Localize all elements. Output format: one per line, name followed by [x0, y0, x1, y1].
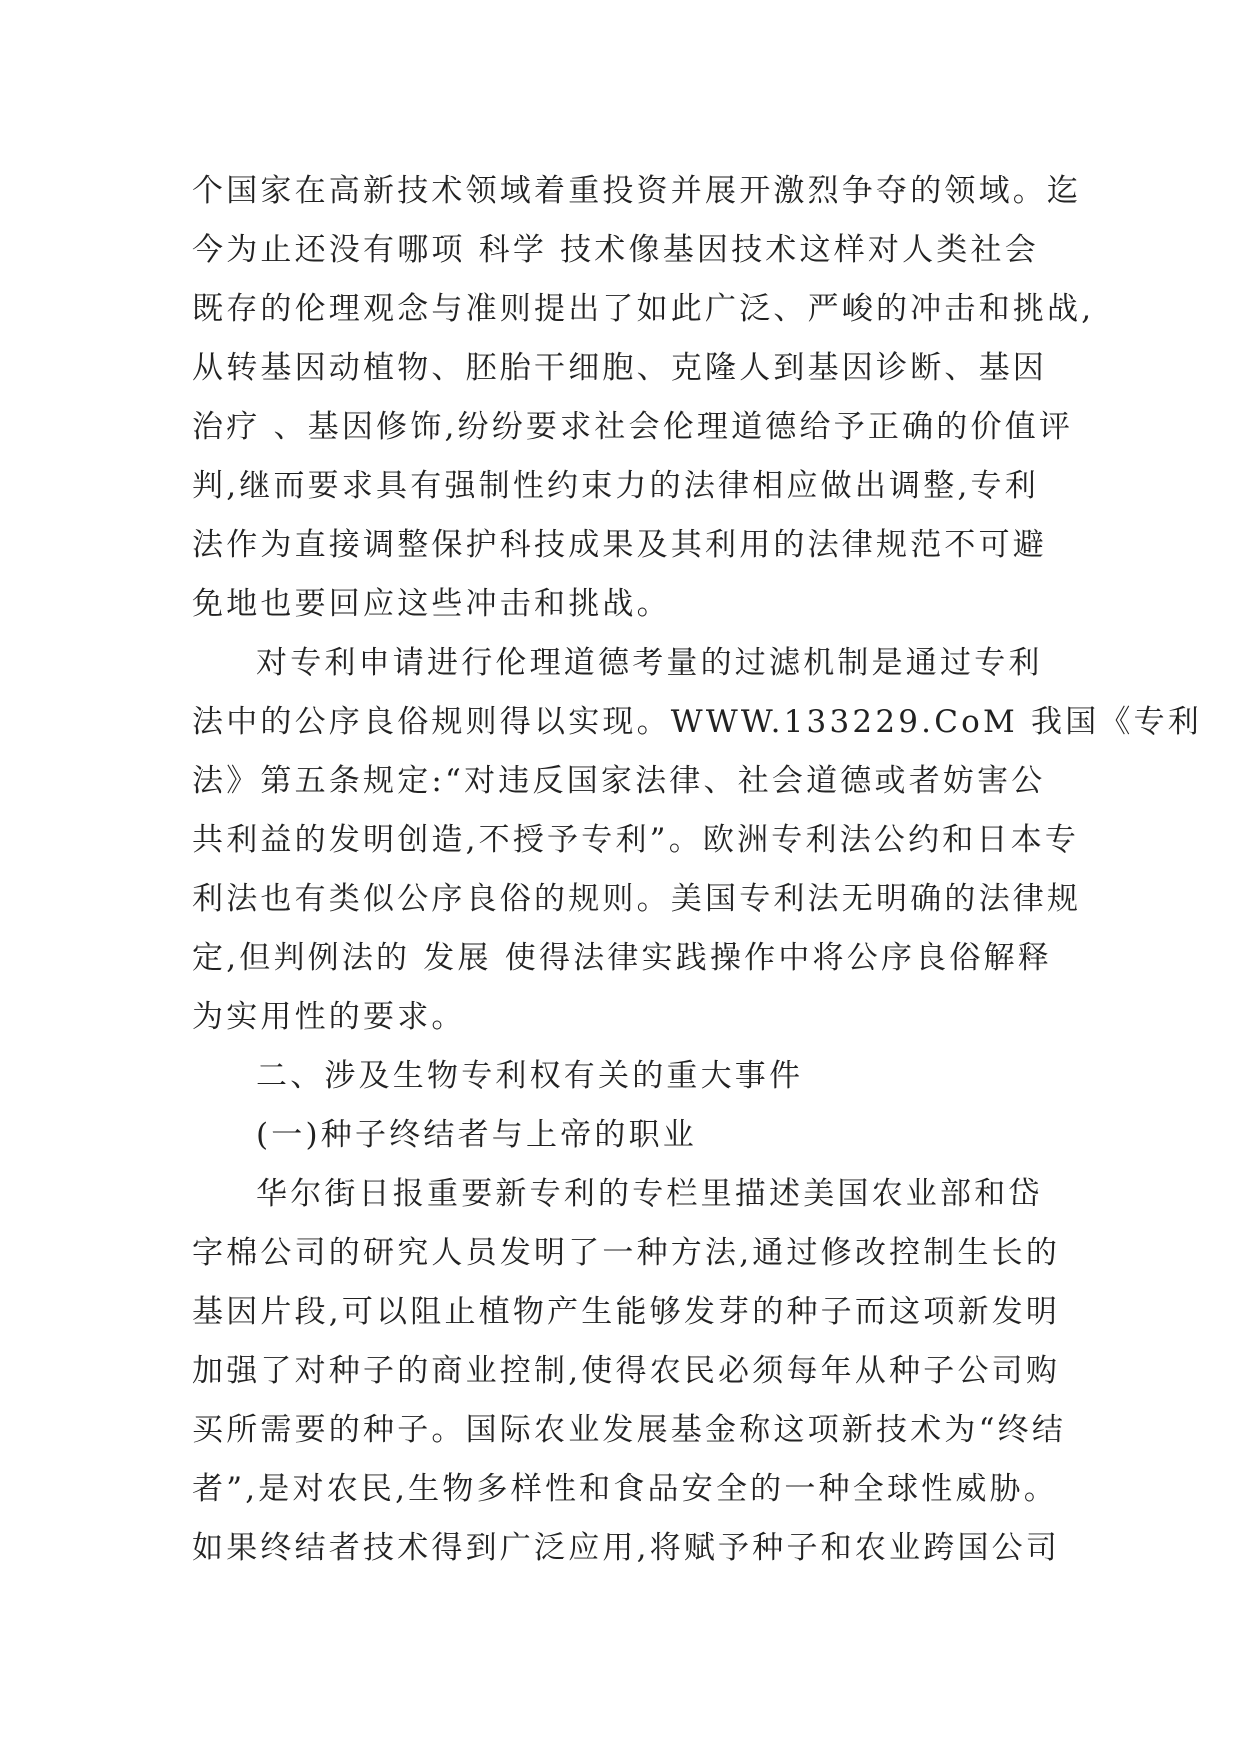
text-line: 加强了对种子的商业控制,使得农民必须每年从种子公司购	[192, 1353, 1061, 1389]
text-line: 法》第五条规定:“对违反国家法律、社会道德或者妨害公	[192, 763, 1046, 799]
text-line: 个国家在高新技术领域着重投资并展开激烈争夺的领域。迄	[192, 173, 1082, 209]
text-line: 免地也要回应这些冲击和挑战。	[192, 586, 671, 622]
subsection-heading: (一)种子终结者与上帝的职业	[256, 1117, 697, 1153]
text-line: 判,继而要求具有强制性约束力的法律相应做出调整,专利	[192, 468, 1039, 504]
text-line: 既存的伦理观念与准则提出了如此广泛、严峻的冲击和挑战,	[192, 291, 1095, 327]
text-line: 买所需要的种子。国际农业发展基金称这项新技术为“终结	[192, 1412, 1067, 1448]
text-line: 法中的公序良俗规则得以实现。WWW.133229.CoM 我国《专利	[192, 704, 1202, 740]
body-text	[192, 162, 1202, 1578]
text-line: 定,但判例法的 发展 使得法律实践操作中将公序良俗解释	[192, 940, 1052, 976]
section-heading: 二、涉及生物专利权有关的重大事件	[256, 1058, 804, 1094]
text-line: 字棉公司的研究人员发明了一种方法,通过修改控制生长的	[192, 1235, 1061, 1271]
text-line: 为实用性的要求。	[192, 999, 466, 1035]
text-line: 利法也有类似公序良俗的规则。美国专利法无明确的法律规	[192, 881, 1082, 917]
text-line: 今为止还没有哪项 科学 技术像基因技术这样对人类社会	[192, 232, 1039, 268]
text-line: 从转基因动植物、胚胎干细胞、克隆人到基因诊断、基因	[192, 350, 1047, 386]
text-line: 治疗 、基因修饰,纷纷要求社会伦理道德给予正确的价值评	[192, 409, 1074, 445]
paragraph-first-line: 华尔街日报重要新专利的专栏里描述美国农业部和岱	[256, 1176, 1043, 1212]
text-line: 共利益的发明创造,不授予专利”。欧洲专利法公约和日本专	[192, 822, 1080, 858]
text-line: 如果终结者技术得到广泛应用,将赋予种子和农业跨国公司	[192, 1530, 1061, 1566]
paragraph-first-line: 对专利申请进行伦理道德考量的过滤机制是通过专利	[256, 645, 1043, 681]
text-line: 者”,是对农民,生物多样性和食品安全的一种全球性威胁。	[192, 1471, 1058, 1507]
text-line: 基因片段,可以阻止植物产生能够发芽的种子而这项新发明	[192, 1294, 1061, 1330]
text-line: 法作为直接调整保护科技成果及其利用的法律规范不可避	[192, 527, 1047, 563]
